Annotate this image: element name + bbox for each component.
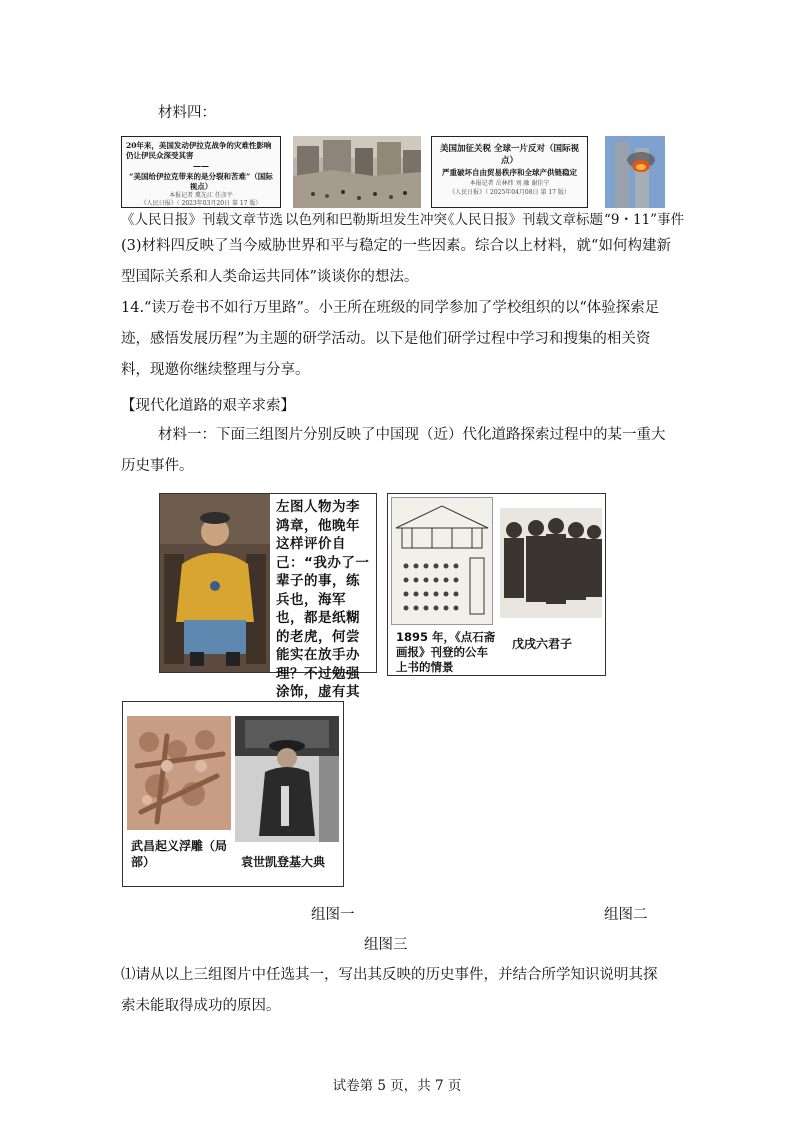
group2-figure [387,493,606,676]
conflict-ruins-photo [293,136,421,208]
gongche-shangshu-engraving [391,497,493,625]
newspaper-headline-image [431,136,588,208]
headline-title: 美国加征关税 全球一片反对（国际视点） [440,144,579,166]
question-3: (3)材料四反映了当今威胁世界和平与稳定的一些因素。综合以上材料，就“如何构建新型国际关系和人类命运共同体”谈谈你的想法。 [121,238,671,285]
clipping-headline: 20年来，美国发动伊拉克战争的灾难性影响仍让伊民众深受其害 [126,141,272,160]
material1-text: 材料一：下面三组图片分别反映了中国现（近）代化道路探索过程中的某一重大历史事件。 [121,427,666,474]
question-14: 14.“读万卷书不如行万里路”。小王所在班级的同学参加了学校组织的以“体验探索足迹，感悟发展历程”为主题的研学活动。以下是他们研学过程中学习和搜集的相关资料，现邀你继续整理与分享。 [121,300,660,378]
li-hongzhang-portrait [160,494,270,672]
headline-subtitle: 严重破坏自由贸易秩序和全球产供链稳定 [442,168,577,177]
group-label-3: 组图三 [364,937,408,953]
material4-heading: 材料四： [158,105,216,121]
six-gentlemen-caption: 戊戌六君子 [512,637,573,651]
group-label-1: 组图一 [311,907,355,923]
page-footer: 试卷第 5 页，共 7 页 [332,1078,462,1094]
wuchang-caption: 武昌起义浮雕（局部） [131,839,228,869]
caption-israel-palestine: 以色列和巴勒斯坦发生冲突 [285,212,447,228]
group3-figure [122,701,344,887]
group1-figure [159,493,377,700]
gongche-caption: 1895 年，《点石斋画报》刊登的公车上书的情景 [396,630,496,674]
clipping-reporter: 本报记者 冀先江 任彦平 [169,192,233,199]
yuan-shikai-caption: 袁世凯登基大典 [241,855,326,869]
headline-reporter: 本报记者 岳林炜 刘 融 谢佳宁 [469,180,550,187]
wuchang-uprising-relief [127,716,231,830]
newspaper-clipping-image [121,136,281,208]
clipping-source: 《人民日报》（ 2023年03月20日 第 17 版） [140,200,262,207]
wuxu-six-gentlemen-photo [500,508,602,618]
question-1: ⑴请从以上三组图片中任选其一，写出其反映的历史事件，并结合所学知识说明其探索未能取得成功的原因。 [121,967,658,1014]
group-label-2: 组图二 [604,907,648,923]
section-title: 【现代化道路的艰辛求索】 [121,398,295,414]
headline-source: 《人民日报》（ 2025年04月08日 第 17 版） [449,189,570,196]
twin-towers-photo [605,136,665,208]
li-hongzhang-quote: 左图人物为李鸿章，他晚年这样评价自己：“我办了一辈子的事，练兵也，海军也，都是纸糊的老虎，何尝能实在放手办理？不过勉强涂饰，虚有其 [276,499,370,700]
caption-newspaper-excerpt: 《人民日报》刊载文章节选 [121,212,283,228]
caption-newspaper-title: 《人民日报》刊载文章标题 [441,212,603,228]
yuan-shikai-coronation-photo [235,716,339,842]
clipping-subtitle: “美国给伊拉克带来的是分裂和苦难”（国际视点） [129,172,273,191]
clipping-dash: —— [193,161,209,171]
caption-911: “9・11”事件 [604,212,685,228]
